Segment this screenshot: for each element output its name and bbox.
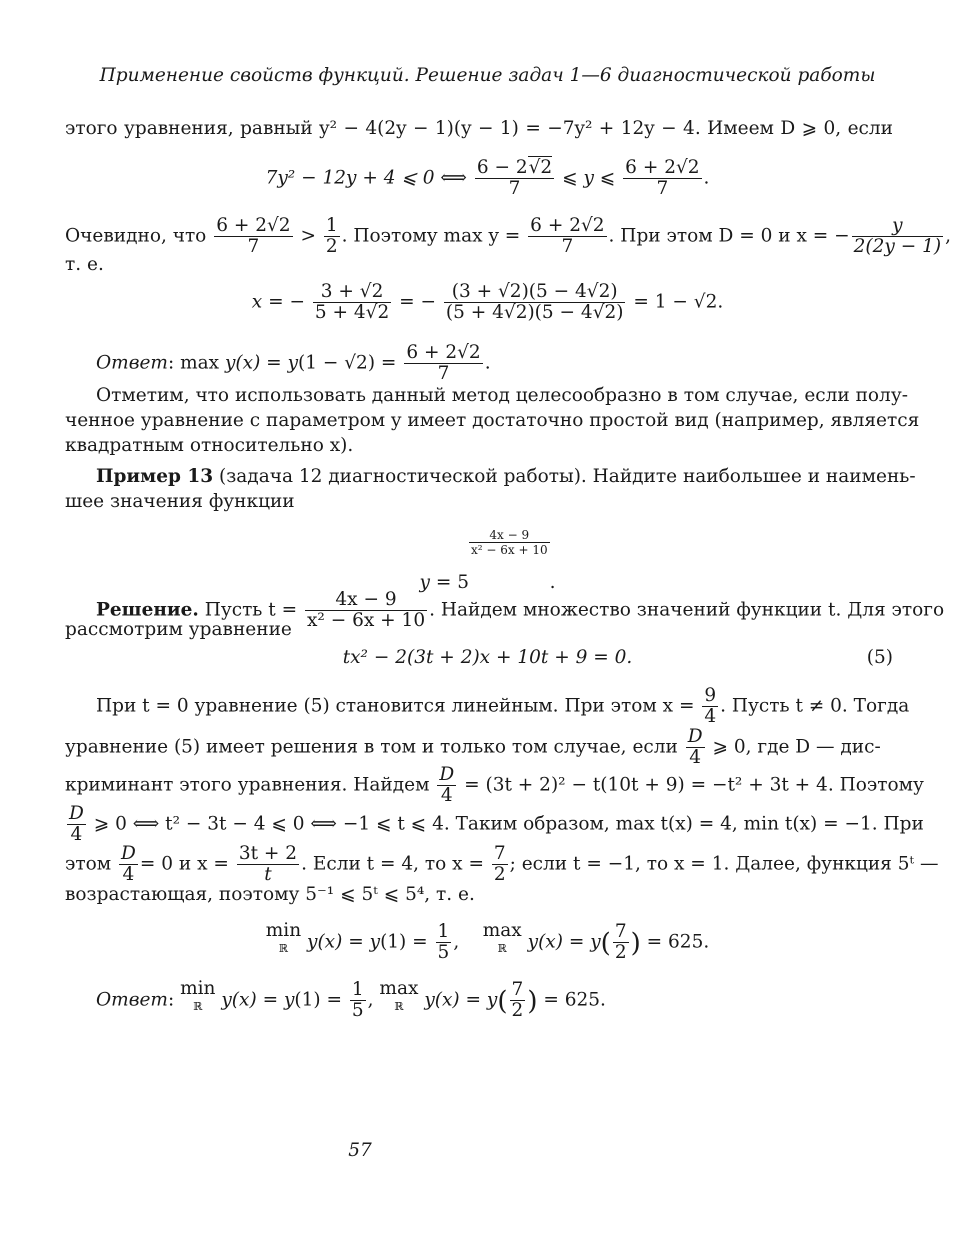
example-title-line: Пример 13 (задача 12 диагностической работы). Найдите наибольшее и наимень- [96,466,916,487]
text-line: уравнение (5) имеет решения в том и только том случае, если $\frac{D}{4}$ ⩾ 0, где D — дис- [65,726,881,768]
formula-inequality: 7y² − 12y + 4 ⩽ 0 ⟺ $\frac{6 - 2√2}{7}$ ⩽ y ⩽ $\frac{6 + 2√2}{7}$ . [265,157,710,199]
obvious-line: Очевидно, что $\frac{6 + 2√2}{7}$ > $\frac{1}{2}$ . Поэтому max y = $\frac{6 + 2√2}{7}$ . При этом D = 0 и x = − $\frac{y}{2(2y - 1)}$ , [65,215,952,257]
text-line: криминант этого уравнения. Найдем $\frac{D}{4}$ = (3t + 2)² − t(10t + 9) = −t² + 3t + 4. Поэтому [65,764,924,806]
text-line: рассмотрим уравнение [65,619,292,640]
formula-x-value: x = − $\frac{3 + √2}{5 + 4√2}$ = − $\frac{(3 + √2)(5 - 4√2)}{(5 + 4√2)(5 - 4√2)}$ = 1 − √2. [251,281,724,323]
text-line: этом $\frac{D}{4}$ = 0 и x = $\frac{3t + 2}{t}$ . Если t = 4, то x = $\frac{7}{2}$ ; если t = −1, то x = 1. Далее, функция 5ᵗ — [65,843,939,885]
text-line: Отметим, что использовать данный метод целесообразно в том случае, если полу- [96,385,908,406]
text-line: ченное уравнение с параметром y имеет достаточно простой вид (например, является [65,410,920,431]
running-header: Применение свойств функций. Решение задач 1—6 диагностической работы [99,65,876,86]
text-line: шее значения функции [65,491,295,512]
answer-line-2: Ответ: min ℝ y(x) = y(1) = $\frac{1}{5}$ , max ℝ y(x) = y( $\frac{7}{2}$ ) = 625. [96,978,606,1021]
page-number: 57 [348,1140,372,1161]
text-line: квадратным относительно x). [65,435,354,456]
text-line: $\frac{D}{4}$ ⩾ 0 ⟺ t² − 3t − 4 ⩽ 0 ⟺ −1 ⩽ t ⩽ 4. Таким образом, max t(x) = 4, min t(x) = −1. При [69,803,924,845]
formula-function: y = 5 $\frac{4x - 9}{\text{x² − 6x + 10}}$ . [419,528,556,593]
text-line: При t = 0 уравнение (5) становится линейным. При этом x = $\frac{9}{4}$ . Пусть t ≠ 0. Тогда [96,685,910,727]
te-line: т. е. [65,254,104,275]
equation-5: tx² − 2(3t + 2)x + 10t + 9 = 0. [342,647,633,668]
text-line: этого уравнения, равный y² − 4(2y − 1)(y − 1) = −7y² + 12y − 4. Имеем D ⩾ 0, если [65,118,893,139]
equation-number: (5) [866,647,893,668]
text-line: возрастающая, поэтому 5⁻¹ ⩽ 5ᵗ ⩽ 5⁴, т. е. [65,884,475,905]
answer-line-1: Ответ: max y(x) = y(1 − √2) = $\frac{6 + 2√2}{7}$ . [96,342,491,384]
solution-line: Решение. Пусть t = $\frac{4x - 9}{\text{x² − 6x + 10}}$ . Найдем множество значений функции t. Для этого [96,589,945,631]
formula-min-max: min ℝ y(x) = y(1) = $\frac{1}{5}$ , max ℝ y(x) = y( $\frac{7}{2}$ ) = 625. [265,920,710,963]
